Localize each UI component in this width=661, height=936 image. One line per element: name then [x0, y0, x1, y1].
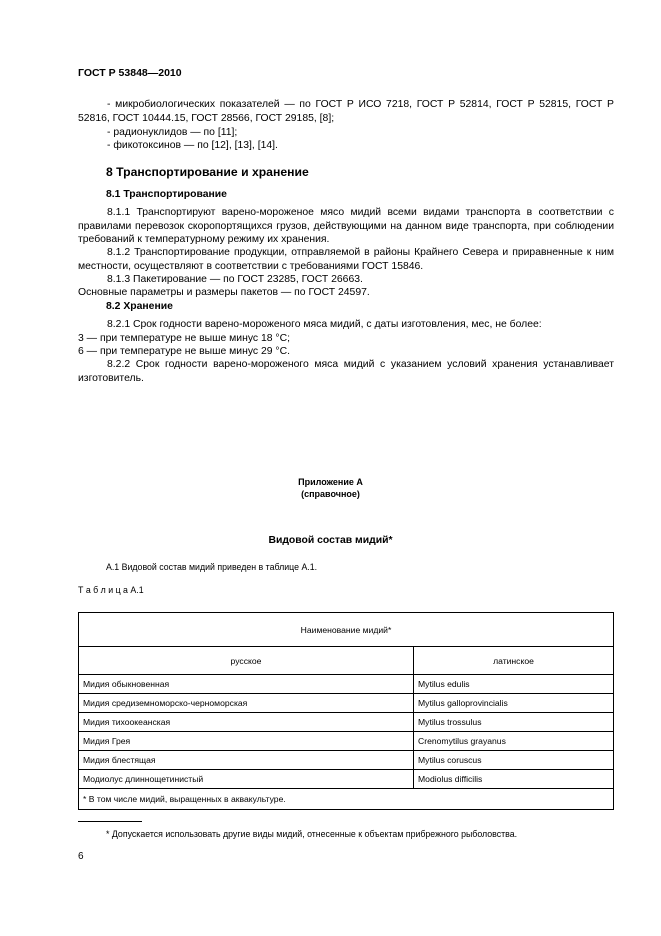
appendix-title: Приложение А	[298, 477, 363, 487]
species-table	[78, 612, 614, 810]
cell-russian: Мидия тихоокеанская	[79, 713, 414, 732]
table-note-row	[79, 789, 614, 810]
paragraph-8-2-1-a: 3 — при температуре не выше минус 18 °С;	[78, 333, 290, 344]
cell-russian: Мидия Грея	[79, 732, 414, 751]
list-item-radionuclides: - радионуклидов — по [11];	[107, 127, 238, 138]
footnote: * Допускается использовать другие виды мидий, отнесенные к объектам прибрежного рыболовства.	[106, 829, 518, 839]
table-row	[79, 732, 614, 751]
list-item-phycotoxins: - фикотоксинов — по [12], [13], [14].	[107, 140, 278, 151]
cell-russian: Мидия обыкновенная	[79, 675, 414, 694]
table-header-main: Наименование мидий*	[79, 613, 614, 647]
paragraph-8-1-3: 8.1.3 Пакетирование — по ГОСТ 23285, ГОСТ 26663.	[107, 274, 363, 285]
table-row	[79, 751, 614, 770]
paragraph-8-1-3-cont: Основные параметры и размеры пакетов — по ГОСТ 24597.	[78, 287, 370, 298]
col-header-latin: латинское	[414, 647, 614, 675]
paragraph-8-1-2: 8.1.2 Транспортирование продукции, отправляемой в районы Крайнего Севера и приравненные к ним местности, осуществляют в соответствии с требованиями ГОСТ 15846.	[78, 247, 614, 272]
cell-latin: Mytilus edulis	[414, 675, 614, 694]
cell-latin: Mytilus trossulus	[414, 713, 614, 732]
table-subheader-row	[79, 647, 614, 675]
paragraph-8-2-1-b: 6 — при температуре не выше минус 29 °С.	[78, 346, 290, 357]
table-row	[79, 694, 614, 713]
list-item-microbio: - микробиологических показателей — по ГОСТ Р ИСО 7218, ГОСТ Р 52814, ГОСТ Р 52815, ГОСТ Р 52816, ГОСТ 10444.15, ГОСТ 28566, ГОСТ 29185, [8];	[78, 99, 614, 124]
appendix-intro: А.1 Видовой состав мидий приведен в таблице А.1.	[106, 562, 318, 572]
paragraph-8-1-1: 8.1.1 Транспортируют варено-мороженое мясо мидий всеми видами транспорта в соответствии с правилами перевозок скоропортящихся грузов, действующими на данном виде транспорта, при соблюдении требований к температурному режиму их хранения.	[78, 207, 614, 246]
standard-code: ГОСТ Р 53848—2010	[78, 67, 182, 79]
paragraph-8-2-1: 8.2.1 Срок годности варено-мороженого мяса мидий, с даты изготовления, мес, не более:	[107, 319, 542, 330]
cell-latin: Mytilus coruscus	[414, 751, 614, 770]
paragraph-8-2-2: 8.2.2 Срок годности варено-мороженого мяса мидий с указанием условий хранения устанавливает изготовитель.	[78, 359, 614, 384]
col-header-russian: русское	[79, 647, 414, 675]
page-number: 6	[78, 851, 84, 862]
footnote-divider	[78, 821, 142, 822]
table-label: Т а б л и ц а А.1	[78, 585, 144, 595]
cell-russian: Мидия средиземноморско-черноморская	[79, 694, 414, 713]
table-row	[79, 675, 614, 694]
subsection-8-1-title: 8.1 Транспортирование	[106, 189, 227, 200]
table-row	[79, 713, 614, 732]
section-8-title: 8 Транспортирование и хранение	[106, 165, 309, 179]
cell-latin: Modiolus difficilis	[414, 770, 614, 789]
appendix-heading: Видовой состав мидий*	[268, 535, 393, 546]
table-row	[79, 770, 614, 789]
cell-russian: Модиолус длиннощетинистый	[79, 770, 414, 789]
table-header-row	[79, 613, 614, 647]
subsection-8-2-title: 8.2 Хранение	[106, 301, 173, 312]
appendix-subtitle: (справочное)	[301, 489, 360, 499]
cell-russian: Мидия блестящая	[79, 751, 414, 770]
cell-latin: Mytilus galloprovincialis	[414, 694, 614, 713]
table-note: * В том числе мидий, выращенных в аквакультуре.	[79, 789, 614, 810]
cell-latin: Crenomytilus grayanus	[414, 732, 614, 751]
